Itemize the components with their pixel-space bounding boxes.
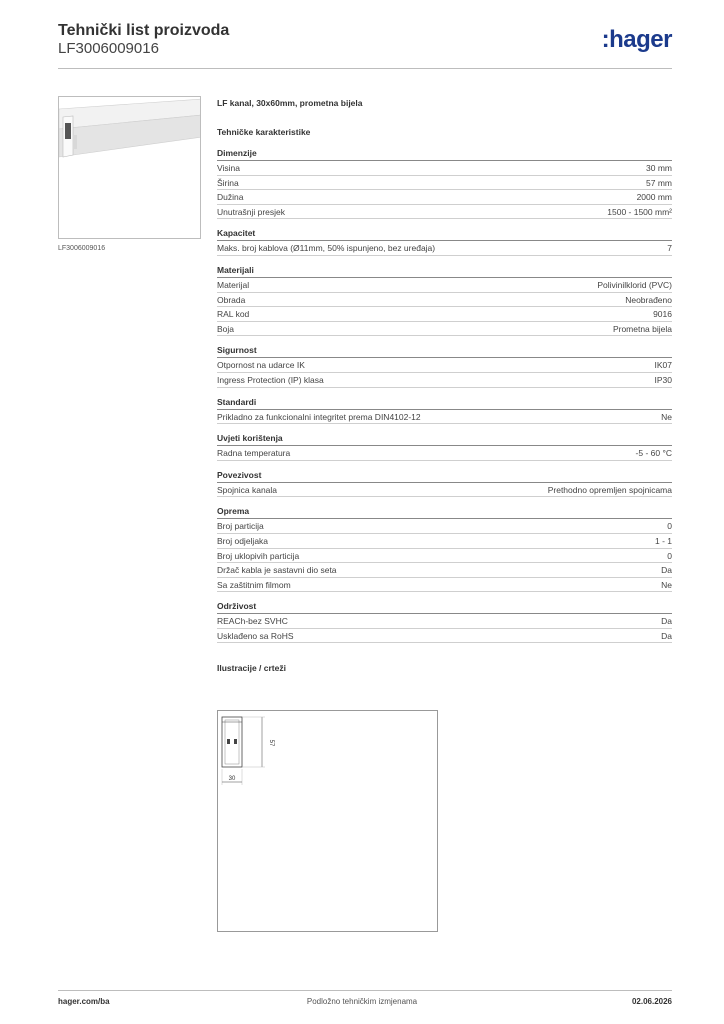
section-title: Dimenzije bbox=[217, 147, 672, 161]
spec-row bbox=[217, 446, 672, 461]
footer-divider bbox=[58, 990, 672, 991]
section-title: Uvjeti korištenja bbox=[217, 432, 672, 446]
header-product-code: LF3006009016 bbox=[58, 40, 159, 57]
spec-section bbox=[217, 147, 672, 219]
spec-section bbox=[217, 344, 672, 387]
spec-row bbox=[217, 519, 672, 534]
spec-value: Prethodno opremljen spojnicama bbox=[547, 484, 672, 495]
illustration-heading: Ilustracije / crteži bbox=[217, 663, 286, 674]
spec-value: 30 mm bbox=[646, 163, 672, 173]
cross-section-drawing bbox=[218, 711, 437, 931]
spec-value: Da bbox=[661, 630, 672, 641]
spec-row bbox=[217, 534, 672, 549]
spec-section bbox=[217, 264, 672, 336]
spec-row bbox=[217, 549, 672, 564]
cable-duct-image bbox=[59, 97, 201, 239]
spec-label: Ingress Protection (IP) klasa bbox=[217, 374, 324, 385]
section-title: Standardi bbox=[217, 396, 672, 410]
spec-row bbox=[217, 410, 672, 425]
section-title: Održivost bbox=[217, 600, 672, 614]
spec-value: 1 - 1 bbox=[654, 535, 672, 546]
spec-value: 2000 mm bbox=[636, 192, 672, 203]
spec-section bbox=[217, 469, 672, 498]
spec-row bbox=[217, 358, 672, 373]
hager-logo[interactable]: :hager bbox=[601, 26, 672, 53]
spec-row bbox=[217, 483, 672, 498]
footer-website[interactable]: hager.com/ba bbox=[58, 997, 110, 1006]
spec-value: 7 bbox=[667, 243, 672, 254]
spec-section bbox=[217, 600, 672, 643]
spec-label: RAL kod bbox=[217, 309, 250, 320]
spec-row bbox=[217, 563, 672, 578]
spec-label: Otpornost na udarce IK bbox=[217, 360, 305, 371]
spec-row bbox=[217, 241, 672, 256]
spec-row bbox=[217, 629, 672, 644]
spec-row bbox=[217, 278, 672, 293]
spec-content bbox=[217, 96, 672, 675]
spec-value: Prometna bijela bbox=[612, 323, 672, 334]
spec-row bbox=[217, 322, 672, 337]
spec-row bbox=[217, 161, 672, 176]
spec-label: Širina bbox=[217, 177, 239, 188]
spec-label: Prikladno za funkcionalni integritet prema DIN4102-12 bbox=[217, 411, 421, 422]
spec-row bbox=[217, 578, 672, 593]
spec-section bbox=[217, 227, 672, 256]
spec-row bbox=[217, 176, 672, 191]
spec-label: Broj particija bbox=[217, 521, 264, 532]
spec-value: Neobrađeno bbox=[625, 294, 672, 305]
spec-section bbox=[217, 396, 672, 425]
spec-label: Materijal bbox=[217, 279, 250, 290]
spec-label: Sa zaštitnim filmom bbox=[217, 579, 291, 590]
spec-value: Da bbox=[661, 616, 672, 627]
spec-label: Radna temperatura bbox=[217, 448, 291, 459]
spec-value: IK07 bbox=[654, 360, 672, 371]
spec-label: Dužina bbox=[217, 192, 244, 203]
spec-value: -5 - 60 °C bbox=[635, 448, 672, 459]
section-title: Oprema bbox=[217, 505, 672, 519]
header-divider bbox=[58, 68, 672, 69]
spec-value: Da bbox=[661, 565, 672, 576]
spec-label: Usklađeno sa RoHS bbox=[217, 630, 294, 641]
dim-width-label: 30 bbox=[228, 776, 236, 782]
spec-value: 57 mm bbox=[646, 177, 672, 188]
spec-row bbox=[217, 293, 672, 308]
spec-label: Visina bbox=[217, 163, 240, 173]
product-photo bbox=[58, 96, 201, 239]
spec-row bbox=[217, 190, 672, 205]
spec-value: Ne bbox=[661, 579, 672, 590]
spec-row bbox=[217, 205, 672, 220]
dim-height-label: 57 bbox=[268, 739, 274, 747]
section-title: Kapacitet bbox=[217, 227, 672, 241]
photo-caption: LF3006009016 bbox=[58, 245, 106, 252]
spec-value: Ne bbox=[661, 411, 672, 422]
spec-label: Obrada bbox=[217, 294, 246, 305]
spec-label: Spojnica kanala bbox=[217, 484, 278, 495]
spec-row bbox=[217, 373, 672, 388]
spec-label: REACh-bez SVHC bbox=[217, 616, 288, 627]
product-name: LF kanal, 30x60mm, prometna bijela bbox=[217, 98, 363, 108]
spec-section bbox=[217, 505, 672, 592]
spec-section bbox=[217, 432, 672, 461]
spec-label: Držač kabla je sastavni dio seta bbox=[217, 565, 337, 576]
spec-label: Broj uklopivih particija bbox=[217, 550, 300, 561]
footer-disclaimer: Podložno tehničkim izmjenama bbox=[306, 997, 418, 1006]
spec-sections bbox=[217, 147, 672, 643]
spec-row bbox=[217, 307, 672, 322]
section-title: Sigurnost bbox=[217, 344, 672, 358]
spec-label: Unutrašnji presjek bbox=[217, 206, 286, 217]
spec-row bbox=[217, 614, 672, 629]
spec-value: 9016 bbox=[653, 309, 672, 320]
section-title: Materijali bbox=[217, 264, 672, 278]
illustration-box bbox=[217, 710, 438, 932]
header-title: Tehnički list proizvoda bbox=[58, 22, 230, 39]
tech-heading: Tehničke karakteristike bbox=[217, 127, 311, 137]
spec-value: 0 bbox=[667, 550, 672, 561]
spec-value: 0 bbox=[667, 521, 672, 532]
spec-label: Broj odjeljaka bbox=[217, 535, 269, 546]
spec-label: Maks. broj kablova (Ø11mm, 50% ispunjeno, bez uređaja) bbox=[217, 243, 436, 254]
spec-value: IP30 bbox=[654, 374, 672, 385]
section-title: Povezivost bbox=[217, 469, 672, 483]
spec-label: Boja bbox=[217, 323, 235, 334]
spec-value: Polivinilklorid (PVC) bbox=[597, 279, 672, 290]
spec-value: 1500 - 1500 mm² bbox=[607, 206, 672, 217]
footer-date: 02.06.2026 bbox=[631, 997, 672, 1006]
